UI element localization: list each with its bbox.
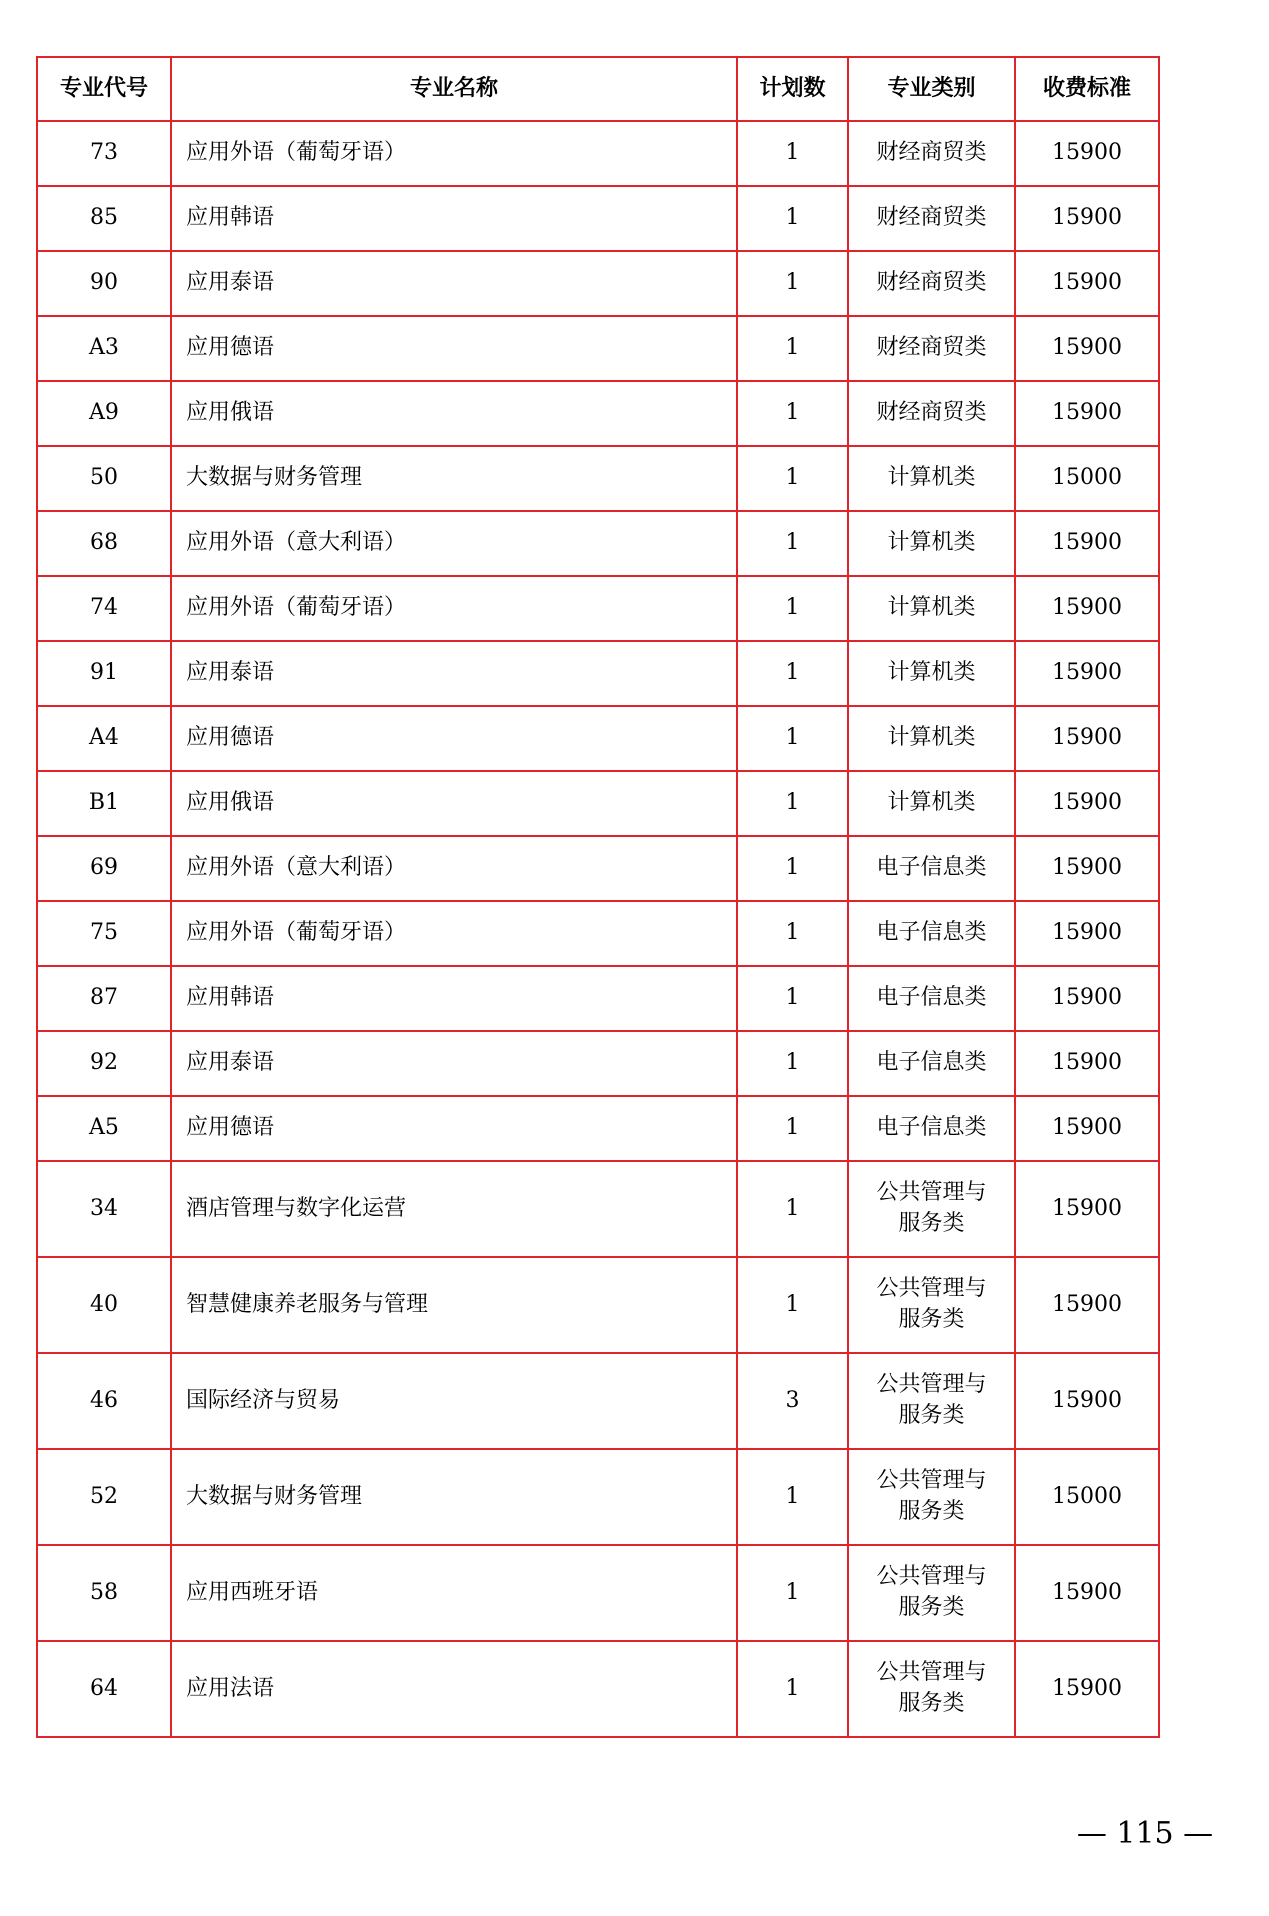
- page-number: — 115 —: [1076, 1816, 1214, 1851]
- cell-fee: 15900: [1015, 251, 1159, 316]
- cell-name: 应用外语（葡萄牙语）: [171, 901, 737, 966]
- cell-plan: 1: [737, 186, 848, 251]
- cell-plan: 1: [737, 316, 848, 381]
- cell-category: 公共管理与 服务类: [848, 1449, 1015, 1545]
- cell-fee: 15900: [1015, 186, 1159, 251]
- cell-category: 计算机类: [848, 511, 1015, 576]
- cell-fee: 15900: [1015, 1353, 1159, 1449]
- cell-fee: 15900: [1015, 1031, 1159, 1096]
- cell-fee: 15900: [1015, 1161, 1159, 1257]
- cell-code: 87: [37, 966, 171, 1031]
- cell-fee: 15900: [1015, 511, 1159, 576]
- cell-plan: 1: [737, 1096, 848, 1161]
- cell-name: 应用泰语: [171, 1031, 737, 1096]
- cell-code: 64: [37, 1641, 171, 1737]
- cell-plan: 1: [737, 1545, 848, 1641]
- cell-code: B1: [37, 771, 171, 836]
- table-row: [37, 706, 1159, 771]
- cell-code: A9: [37, 381, 171, 446]
- cell-fee: 15900: [1015, 966, 1159, 1031]
- cell-code: 50: [37, 446, 171, 511]
- cell-fee: 15900: [1015, 706, 1159, 771]
- cell-plan: 1: [737, 1641, 848, 1737]
- cell-name: 应用俄语: [171, 381, 737, 446]
- cell-code: 85: [37, 186, 171, 251]
- cell-name: 国际经济与贸易: [171, 1353, 737, 1449]
- header-category: 专业类别: [848, 57, 1015, 121]
- enrollment-plan-table: [36, 56, 1160, 1738]
- table-header-row: [37, 57, 1159, 121]
- cell-fee: 15900: [1015, 316, 1159, 381]
- cell-category: 电子信息类: [848, 901, 1015, 966]
- cell-category: 公共管理与 服务类: [848, 1545, 1015, 1641]
- cell-code: A3: [37, 316, 171, 381]
- cell-category: 公共管理与 服务类: [848, 1353, 1015, 1449]
- table-row: [37, 381, 1159, 446]
- cell-name: 应用泰语: [171, 641, 737, 706]
- cell-category: 公共管理与 服务类: [848, 1257, 1015, 1353]
- cell-fee: 15900: [1015, 1545, 1159, 1641]
- cell-category: 电子信息类: [848, 836, 1015, 901]
- cell-code: 75: [37, 901, 171, 966]
- cell-plan: 1: [737, 836, 848, 901]
- cell-fee: 15000: [1015, 446, 1159, 511]
- cell-category: 财经商贸类: [848, 381, 1015, 446]
- cell-code: 68: [37, 511, 171, 576]
- cell-name: 应用外语（葡萄牙语）: [171, 576, 737, 641]
- cell-category: 计算机类: [848, 641, 1015, 706]
- cell-category: 计算机类: [848, 446, 1015, 511]
- cell-plan: 1: [737, 1161, 848, 1257]
- cell-category: 财经商贸类: [848, 316, 1015, 381]
- table-row: [37, 1031, 1159, 1096]
- table-row: [37, 576, 1159, 641]
- cell-code: 40: [37, 1257, 171, 1353]
- cell-code: 58: [37, 1545, 171, 1641]
- cell-fee: 15900: [1015, 836, 1159, 901]
- cell-category: 电子信息类: [848, 1031, 1015, 1096]
- cell-category: 公共管理与 服务类: [848, 1161, 1015, 1257]
- cell-category: 计算机类: [848, 706, 1015, 771]
- table-row: [37, 771, 1159, 836]
- table-row: [37, 186, 1159, 251]
- cell-plan: 1: [737, 446, 848, 511]
- cell-fee: 15900: [1015, 771, 1159, 836]
- cell-fee: 15000: [1015, 1449, 1159, 1545]
- cell-fee: 15900: [1015, 121, 1159, 186]
- cell-plan: 1: [737, 121, 848, 186]
- cell-fee: 15900: [1015, 901, 1159, 966]
- cell-name: 酒店管理与数字化运营: [171, 1161, 737, 1257]
- cell-name: 应用德语: [171, 706, 737, 771]
- table-row: [37, 316, 1159, 381]
- table-row: [37, 1257, 1159, 1353]
- cell-category: 计算机类: [848, 771, 1015, 836]
- cell-code: A5: [37, 1096, 171, 1161]
- cell-name: 应用韩语: [171, 966, 737, 1031]
- cell-plan: 1: [737, 251, 848, 316]
- cell-name: 大数据与财务管理: [171, 1449, 737, 1545]
- cell-code: 91: [37, 641, 171, 706]
- cell-category: 财经商贸类: [848, 121, 1015, 186]
- cell-plan: 1: [737, 1257, 848, 1353]
- cell-plan: 1: [737, 771, 848, 836]
- cell-code: 69: [37, 836, 171, 901]
- cell-name: 应用泰语: [171, 251, 737, 316]
- cell-plan: 1: [737, 706, 848, 771]
- table-row: [37, 251, 1159, 316]
- cell-name: 智慧健康养老服务与管理: [171, 1257, 737, 1353]
- cell-name: 应用德语: [171, 316, 737, 381]
- cell-code: 46: [37, 1353, 171, 1449]
- cell-name: 应用俄语: [171, 771, 737, 836]
- table-row: [37, 966, 1159, 1031]
- table-row: [37, 446, 1159, 511]
- cell-name: 应用德语: [171, 1096, 737, 1161]
- table-row: [37, 1161, 1159, 1257]
- table-row: [37, 121, 1159, 186]
- cell-name: 应用外语（意大利语）: [171, 511, 737, 576]
- header-code: 专业代号: [37, 57, 171, 121]
- cell-code: 73: [37, 121, 171, 186]
- table-row: [37, 641, 1159, 706]
- cell-code: 74: [37, 576, 171, 641]
- cell-category: 财经商贸类: [848, 186, 1015, 251]
- cell-name: 应用外语（葡萄牙语）: [171, 121, 737, 186]
- cell-code: 34: [37, 1161, 171, 1257]
- cell-plan: 1: [737, 1449, 848, 1545]
- cell-code: 52: [37, 1449, 171, 1545]
- cell-fee: 15900: [1015, 576, 1159, 641]
- cell-plan: 1: [737, 966, 848, 1031]
- table-row: [37, 1353, 1159, 1449]
- header-plan: 计划数: [737, 57, 848, 121]
- table-row: [37, 836, 1159, 901]
- cell-plan: 1: [737, 901, 848, 966]
- header-name: 专业名称: [171, 57, 737, 121]
- cell-category: 电子信息类: [848, 1096, 1015, 1161]
- cell-plan: 1: [737, 511, 848, 576]
- cell-plan: 1: [737, 1031, 848, 1096]
- cell-category: 公共管理与 服务类: [848, 1641, 1015, 1737]
- table-row: [37, 511, 1159, 576]
- table-body: [37, 121, 1159, 1737]
- table-row: [37, 1096, 1159, 1161]
- cell-plan: 1: [737, 576, 848, 641]
- table-row: [37, 1449, 1159, 1545]
- cell-plan: 1: [737, 641, 848, 706]
- cell-plan: 1: [737, 381, 848, 446]
- cell-code: 92: [37, 1031, 171, 1096]
- cell-code: A4: [37, 706, 171, 771]
- cell-name: 应用西班牙语: [171, 1545, 737, 1641]
- cell-name: 应用韩语: [171, 186, 737, 251]
- cell-category: 计算机类: [848, 576, 1015, 641]
- cell-code: 90: [37, 251, 171, 316]
- cell-name: 应用外语（意大利语）: [171, 836, 737, 901]
- cell-name: 大数据与财务管理: [171, 446, 737, 511]
- table-row: [37, 901, 1159, 966]
- table-row: [37, 1545, 1159, 1641]
- table-row: [37, 1641, 1159, 1737]
- cell-category: 电子信息类: [848, 966, 1015, 1031]
- cell-name: 应用法语: [171, 1641, 737, 1737]
- cell-fee: 15900: [1015, 381, 1159, 446]
- cell-plan: 3: [737, 1353, 848, 1449]
- cell-fee: 15900: [1015, 1096, 1159, 1161]
- cell-category: 财经商贸类: [848, 251, 1015, 316]
- header-fee: 收费标准: [1015, 57, 1159, 121]
- cell-fee: 15900: [1015, 1257, 1159, 1353]
- cell-fee: 15900: [1015, 1641, 1159, 1737]
- cell-fee: 15900: [1015, 641, 1159, 706]
